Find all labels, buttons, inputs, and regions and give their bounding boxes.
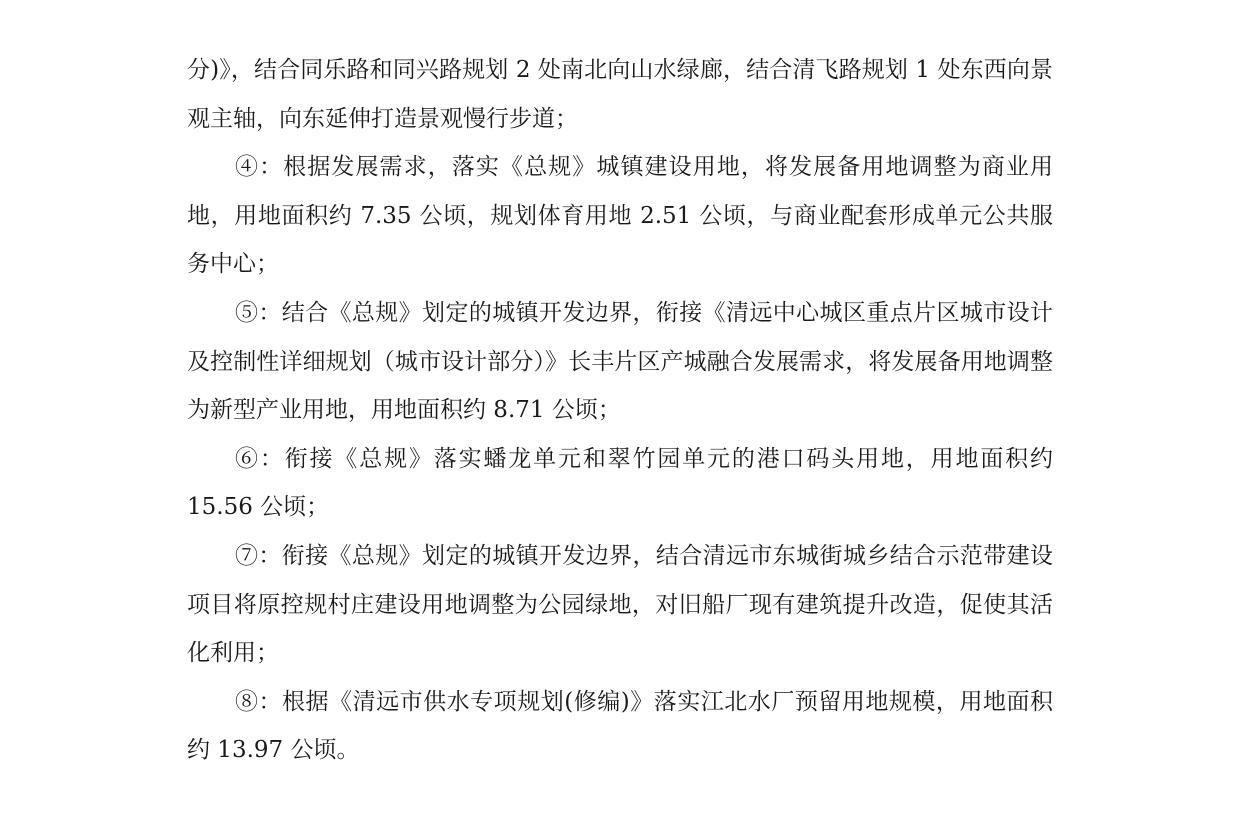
paragraph-item-7: ⑦：衔接《总规》划定的城镇开发边界，结合清远市东城街城乡结合示范带建设项目将原控规村庄建设用地调整为公园绿地，对旧船厂现有建筑提升改造，促使其活化利用； bbox=[187, 542, 1053, 667]
paragraph-item-8: ⑧：根据《清远市供水专项规划(修编)》落实江北水厂预留用地规模，用地面积约 13.97 公顷。 bbox=[187, 688, 1053, 764]
document-page bbox=[187, 46, 1053, 775]
paragraph-item-5: ⑤：结合《总规》划定的城镇开发边界，衔接《清远中心城区重点片区城市设计及控制性详细规划（城市设计部分）》长丰片区产城融合发展需求，将发展备用地调整为新型产业用地，用地面积约 8.71 公顷； bbox=[187, 299, 1053, 424]
paragraph-item-6: ⑥：衔接《总规》落实蟠龙单元和翠竹园单元的港口码头用地，用地面积约 15.56 公顷； bbox=[187, 445, 1053, 521]
paragraph-item-4: ④：根据发展需求，落实《总规》城镇建设用地，将发展备用地调整为商业用地，用地面积约 7.35 公顷，规划体育用地 2.51 公顷，与商业配套形成单元公共服务中心； bbox=[187, 154, 1053, 278]
paragraph-continuation: 分)》，结合同乐路和同兴路规划 2 处南北向山水绿廊，结合清飞路规划 1 处东西向景观主轴，向东延伸打造景观慢行步道； bbox=[187, 57, 1053, 132]
